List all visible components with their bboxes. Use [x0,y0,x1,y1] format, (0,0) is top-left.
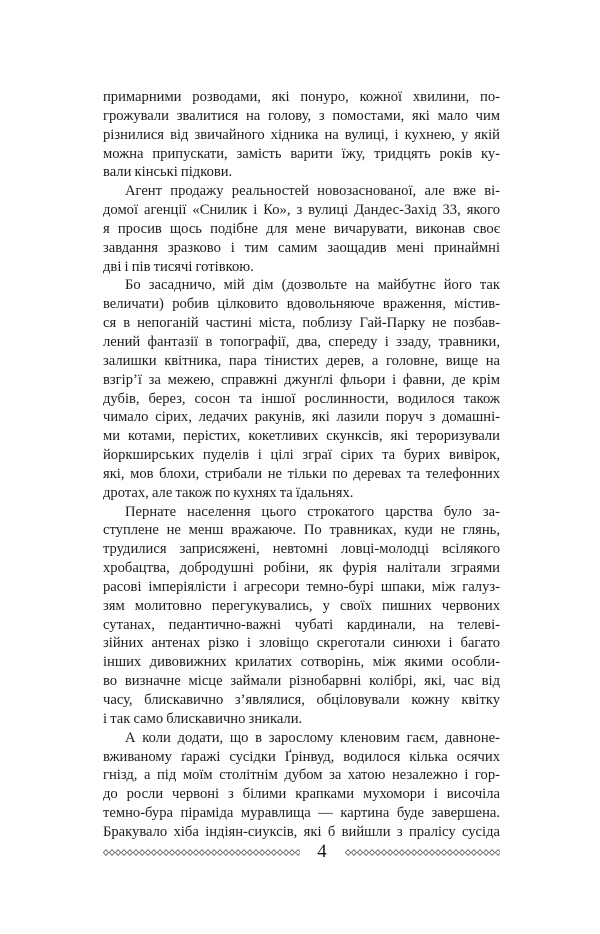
text-line: хробацтва, добродушні робіни, як фурія налітали зграями [103,560,500,577]
paragraph [103,503,500,729]
text-line: примарними розводами, які понуро, кожної хвилини, по- [103,89,500,105]
text-line: інших дивовижних крилатих сотворінь, між якими особли- [103,654,500,671]
text-line: залишки квітника, пара тінистих дерев, а головне, вище на [103,352,500,369]
diamond-ornament-icon [345,849,500,856]
text-line: йоркширських пуделів і цілі зграї сірих та бурих вивірок, [103,447,500,464]
text-line: дротах, але також по кухнях та їдальнях. [103,484,354,501]
text-line: сутанах, педантично-важні чубаті кардинали, на телеві- [103,616,500,633]
text-line: різнилися від звичайного хідника на вулиці, і кухнею, у якій [103,126,500,143]
text-line: взгір’ї за межею, справжні джунґлі фльори і фавни, де крім [103,371,500,388]
text-line: Агент продажу реальностей новозаснованої, але вже ві- [125,183,500,200]
text-line: можна припускати, замість варити їжу, тридцять років ку- [103,145,500,162]
text-line: лений фантазії в топографії, два, спереду і ззаду, травники, [103,333,500,350]
text-line: величати) робив цілковито вдовольняюче враження, містив- [103,296,500,313]
text-line: завдання зразково і тим самим заощадив мені принаймні [103,239,500,256]
text-line: чимало сірих, ледачих ракунів, які лазили поруч з домашні- [103,409,500,426]
paragraph [103,88,500,182]
text-line: я просив щось подібне для мене вичарувати, виконав своє [103,220,500,237]
paragraph [103,729,500,842]
text-line: ся в непоганій частині міста, поблизу Гай-Парку не позбав- [103,315,500,332]
text-line: які, мов блохи, стрибали не тільки по деревах та телефонних [103,465,500,482]
text-line: расові імперіялісти і агресори темно-бурі шпаки, між галуз- [103,578,500,595]
paragraph [103,182,500,276]
text-line: гнізд, а під моїм столітнім дубом за хатою незалежно і гор- [103,767,500,784]
text-line: Бо засадничо, мій дім (дозвольте на майбутнє його так [125,277,500,294]
text-line: Бракувало хіба індіян-сиуксів, які б вийшли з пралісу сусіда [103,823,500,840]
text-line: і так само блискавично зникали. [103,710,303,727]
text-line: дубів, берез, сосон та іншої рослинности, водилося також [103,390,500,407]
text-line: ступлене не менш вражаюче. По травниках, куди не глянь, [103,522,500,539]
text-line: домої агенції «Снилик і Ко», з вулиці Дандес-Захід 33, якого [103,202,500,219]
text-line: вали кінські підкови. [103,164,233,181]
diamond-ornament-icon [103,849,300,856]
text-line: Пернате населення цього строкатого царства було за- [125,503,500,520]
text-line: зям молитовно перегукувались, у своїх пишних червоних [103,597,500,614]
text-line: ми котами, перістих, кокетливих скунксів, які тероризували [103,428,500,445]
page-number: 4 [317,841,327,862]
text-line: трудилися заприсяжені, невтомні ловці-молодці всілякого [103,541,500,558]
text-line: часу, блискавично з’являлися, обціловували кожну квітку [103,692,500,708]
text-line: до росли червоні з білими крапками мухомори і височіла [103,786,500,803]
page-footer [103,840,500,864]
text-line: вживаному ґаражі сусідки Ґрінвуд, водилося кілька осячих [103,748,500,765]
text-line: темно-бура піраміда муравлища — картина буде завершена. [103,805,500,822]
text-line: зійних антенах різко і зловіщо скреготали синюхи і багато [103,635,500,652]
text-line: А коли додати, що в зарослому кленовим гаєм, давноне- [125,729,500,746]
text-line: грожували звалитися на голову, з помостами, які мало чим [103,107,500,124]
text-line: во визначне місце займали різнобарвні колібрі, які, час від [103,673,500,690]
text-line: дві і пів тисячі готівкою. [103,258,254,275]
paragraph [103,276,500,502]
page-body [103,88,500,842]
